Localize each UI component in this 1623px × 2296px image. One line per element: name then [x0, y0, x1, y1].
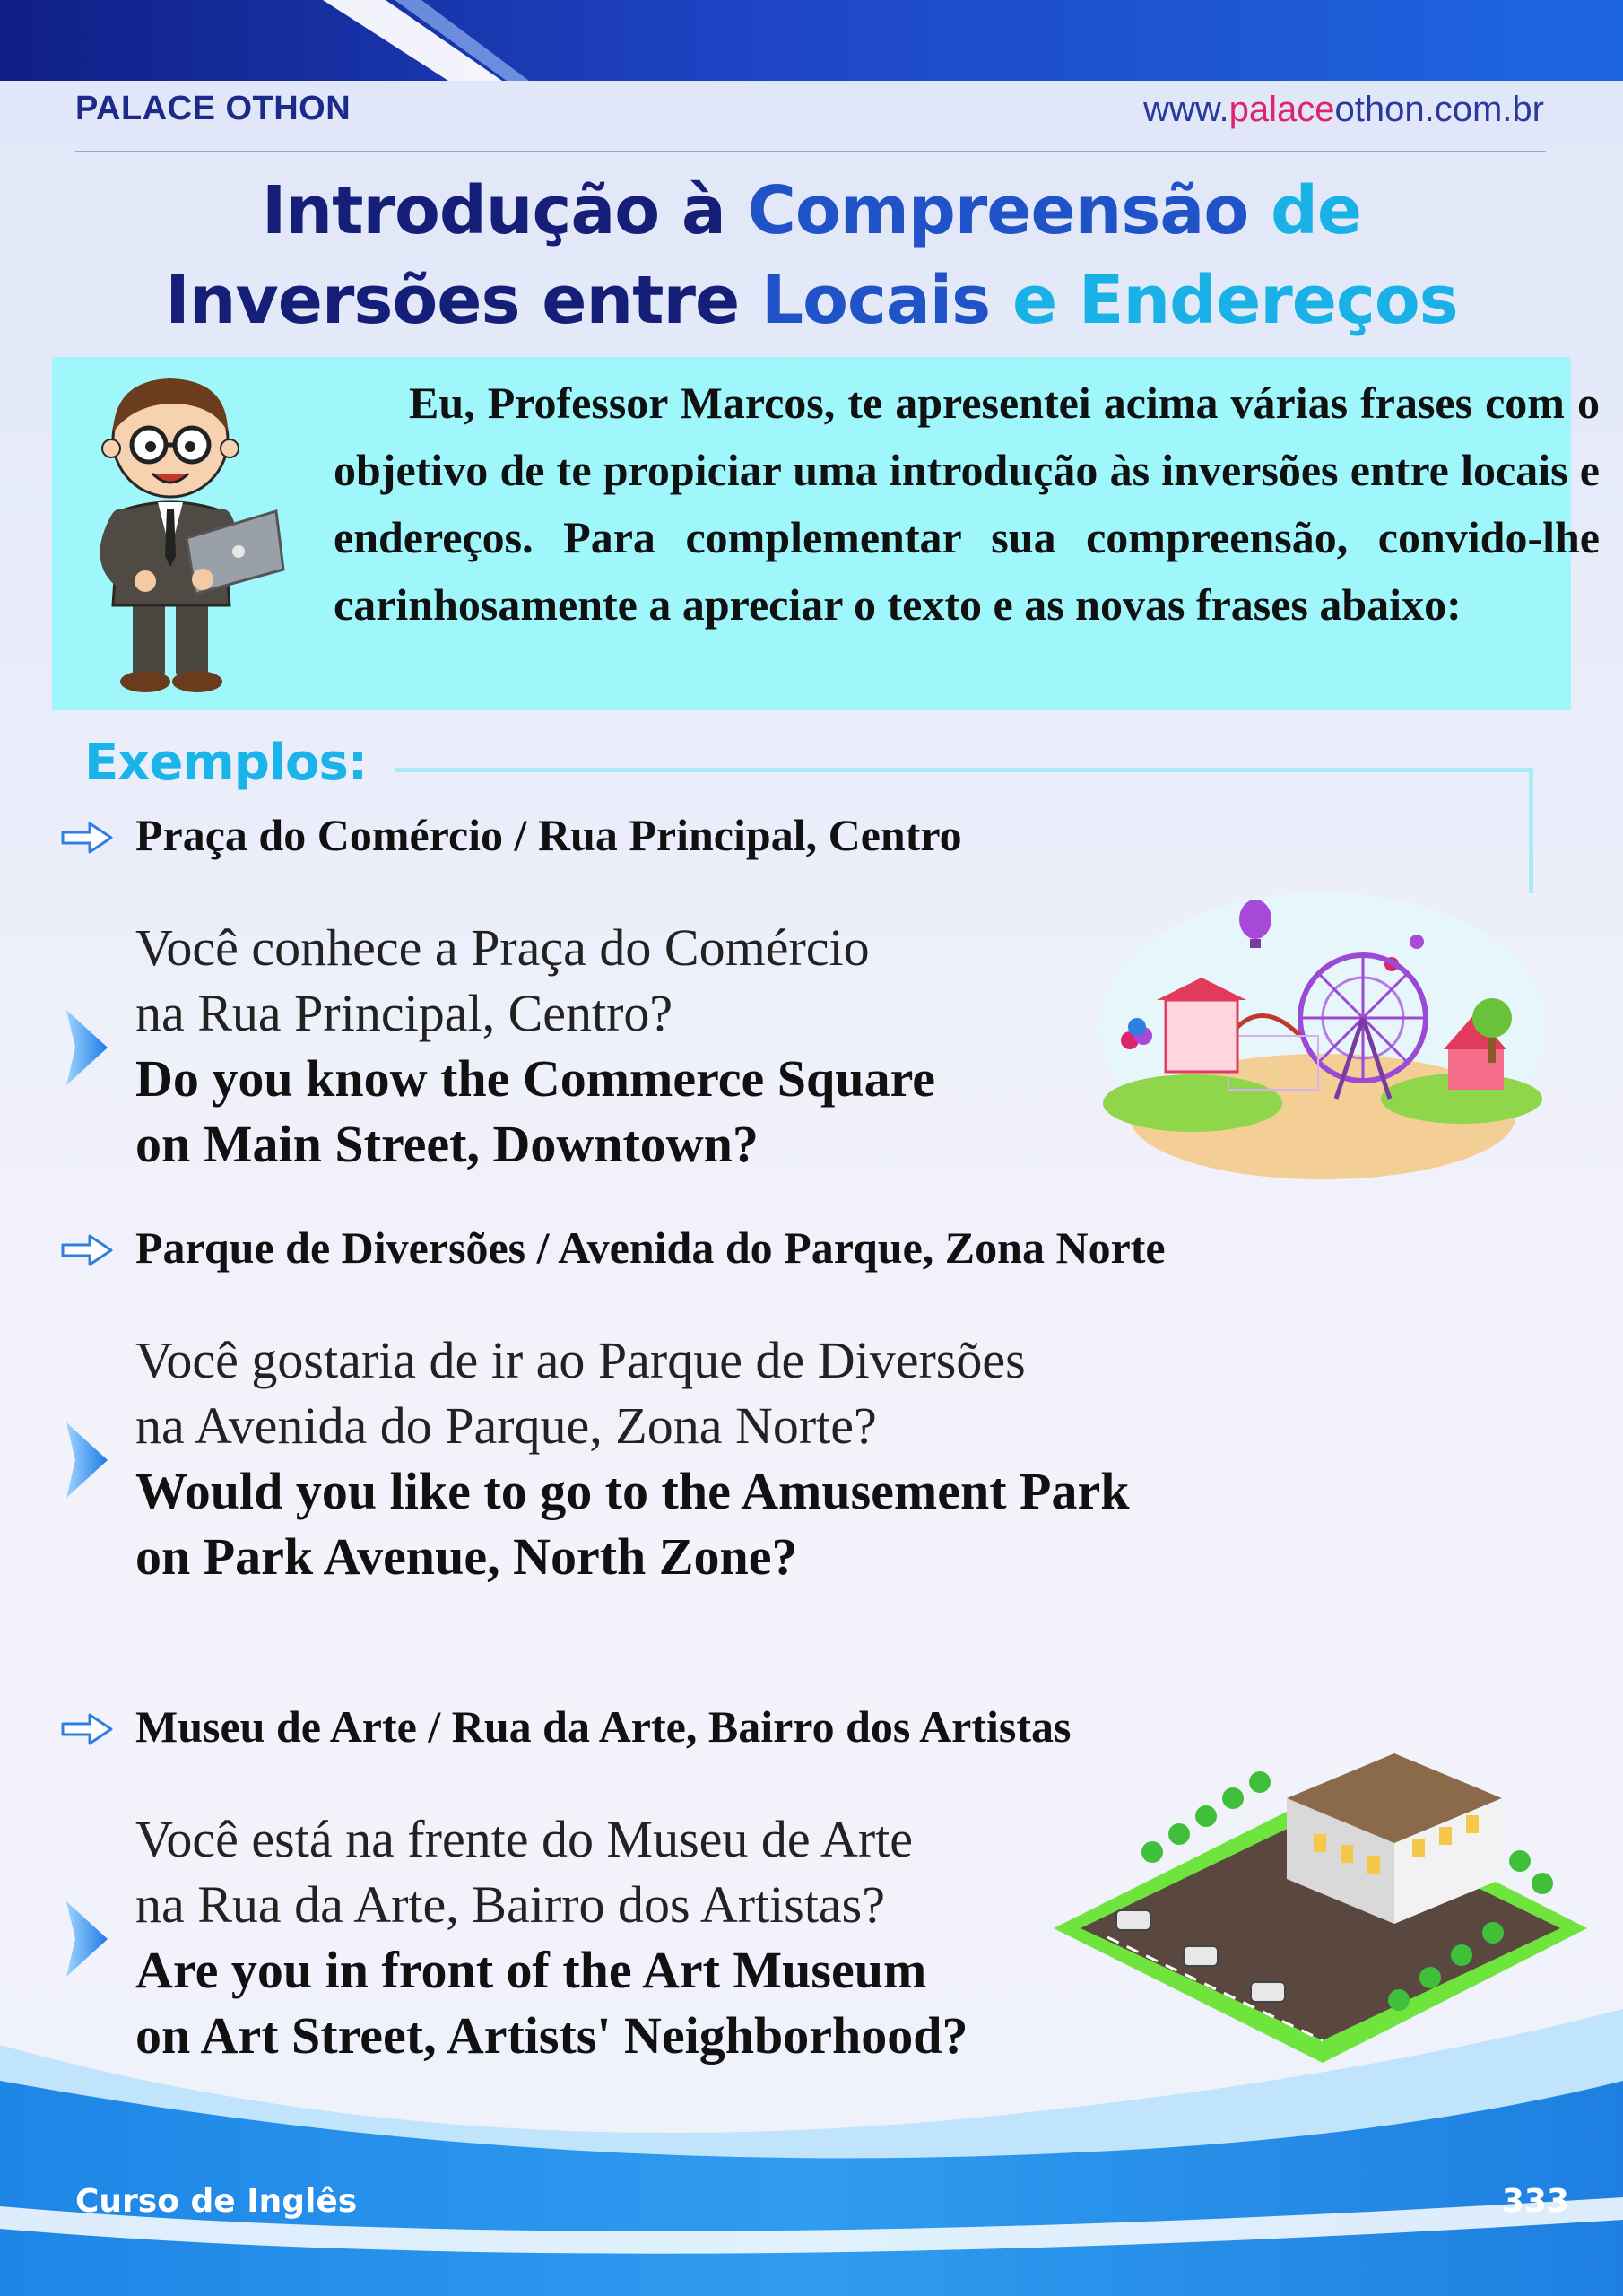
footer-wave	[0, 1973, 1623, 2296]
hand-arrow-icon	[59, 820, 115, 856]
title-part: de	[1248, 172, 1362, 249]
website-link[interactable]	[1143, 90, 1544, 130]
play-triangle-icon	[61, 1006, 111, 1089]
intro-box	[52, 357, 1600, 710]
example-sentences	[135, 915, 935, 1177]
amusement-park-illustration	[1094, 892, 1551, 1184]
hand-arrow-icon	[59, 1711, 115, 1747]
portuguese-line: Você gostaria de ir ao Parque de Diversões	[135, 1331, 1026, 1389]
example-sentences	[135, 1327, 1130, 1589]
page-number: 333	[1501, 2183, 1569, 2220]
brand-name: PALACE OTHON	[75, 90, 352, 127]
hand-arrow-icon	[59, 1232, 115, 1268]
title-part: Introdução à	[261, 172, 748, 249]
portuguese-line: Você conhece a Praça do Comércio	[135, 918, 870, 977]
site-highlight: palace	[1228, 90, 1335, 129]
title-line-2	[0, 256, 1623, 345]
page-title	[0, 166, 1623, 345]
example-heading: Praça do Comércio / Rua Principal, Centro	[135, 810, 962, 860]
english-line: on Art Street, Artists' Neighborhood?	[135, 2006, 968, 2065]
portuguese-line: na Rua da Arte, Bairro dos Artistas?	[135, 1875, 885, 1934]
header-divider	[75, 151, 1546, 152]
portuguese-line: na Rua Principal, Centro?	[135, 984, 673, 1042]
english-line: on Park Avenue, North Zone?	[135, 1527, 798, 1586]
english-line: Would you like to go to the Amusement Park	[135, 1462, 1130, 1520]
teacher-illustration	[70, 368, 294, 700]
title-part: e Endereços	[990, 262, 1458, 339]
title-part: Compreensão	[747, 172, 1249, 249]
portuguese-line: na Avenida do Parque, Zona Norte?	[135, 1396, 877, 1455]
title-part: Locais	[760, 262, 991, 339]
portuguese-line: Você está na frente do Museu de Arte	[135, 1810, 914, 1868]
examples-label: Exemplos:	[84, 734, 368, 792]
english-line: on Main Street, Downtown?	[135, 1115, 759, 1173]
top-banner	[0, 0, 1623, 81]
course-name: Curso de Inglês	[75, 2183, 358, 2220]
play-triangle-icon	[61, 1419, 111, 1501]
english-line: Are you in front of the Art Museum	[135, 1941, 927, 1999]
intro-paragraph: Eu, Professor Marcos, te apresentei acima várias frases com o objetivo de te propiciar uma introdução às inversões entre locais e endereços. Para complementar sua compreensão, convido-lhe carinhosamente a apreciar o texto e as novas frases abaixo:	[334, 378, 1600, 630]
play-triangle-icon	[61, 1898, 111, 1980]
site-prefix: www.	[1143, 90, 1229, 129]
site-suffix: othon.com.br	[1334, 90, 1544, 129]
title-line-1	[0, 166, 1623, 256]
english-line: Do you know the Commerce Square	[135, 1049, 936, 1108]
example-heading: Museu de Arte / Rua da Arte, Bairro dos Artistas	[135, 1701, 1072, 1752]
title-part: Inversões entre	[165, 262, 761, 339]
example-heading: Parque de Diversões / Avenida do Parque, Zona Norte	[135, 1222, 1166, 1273]
